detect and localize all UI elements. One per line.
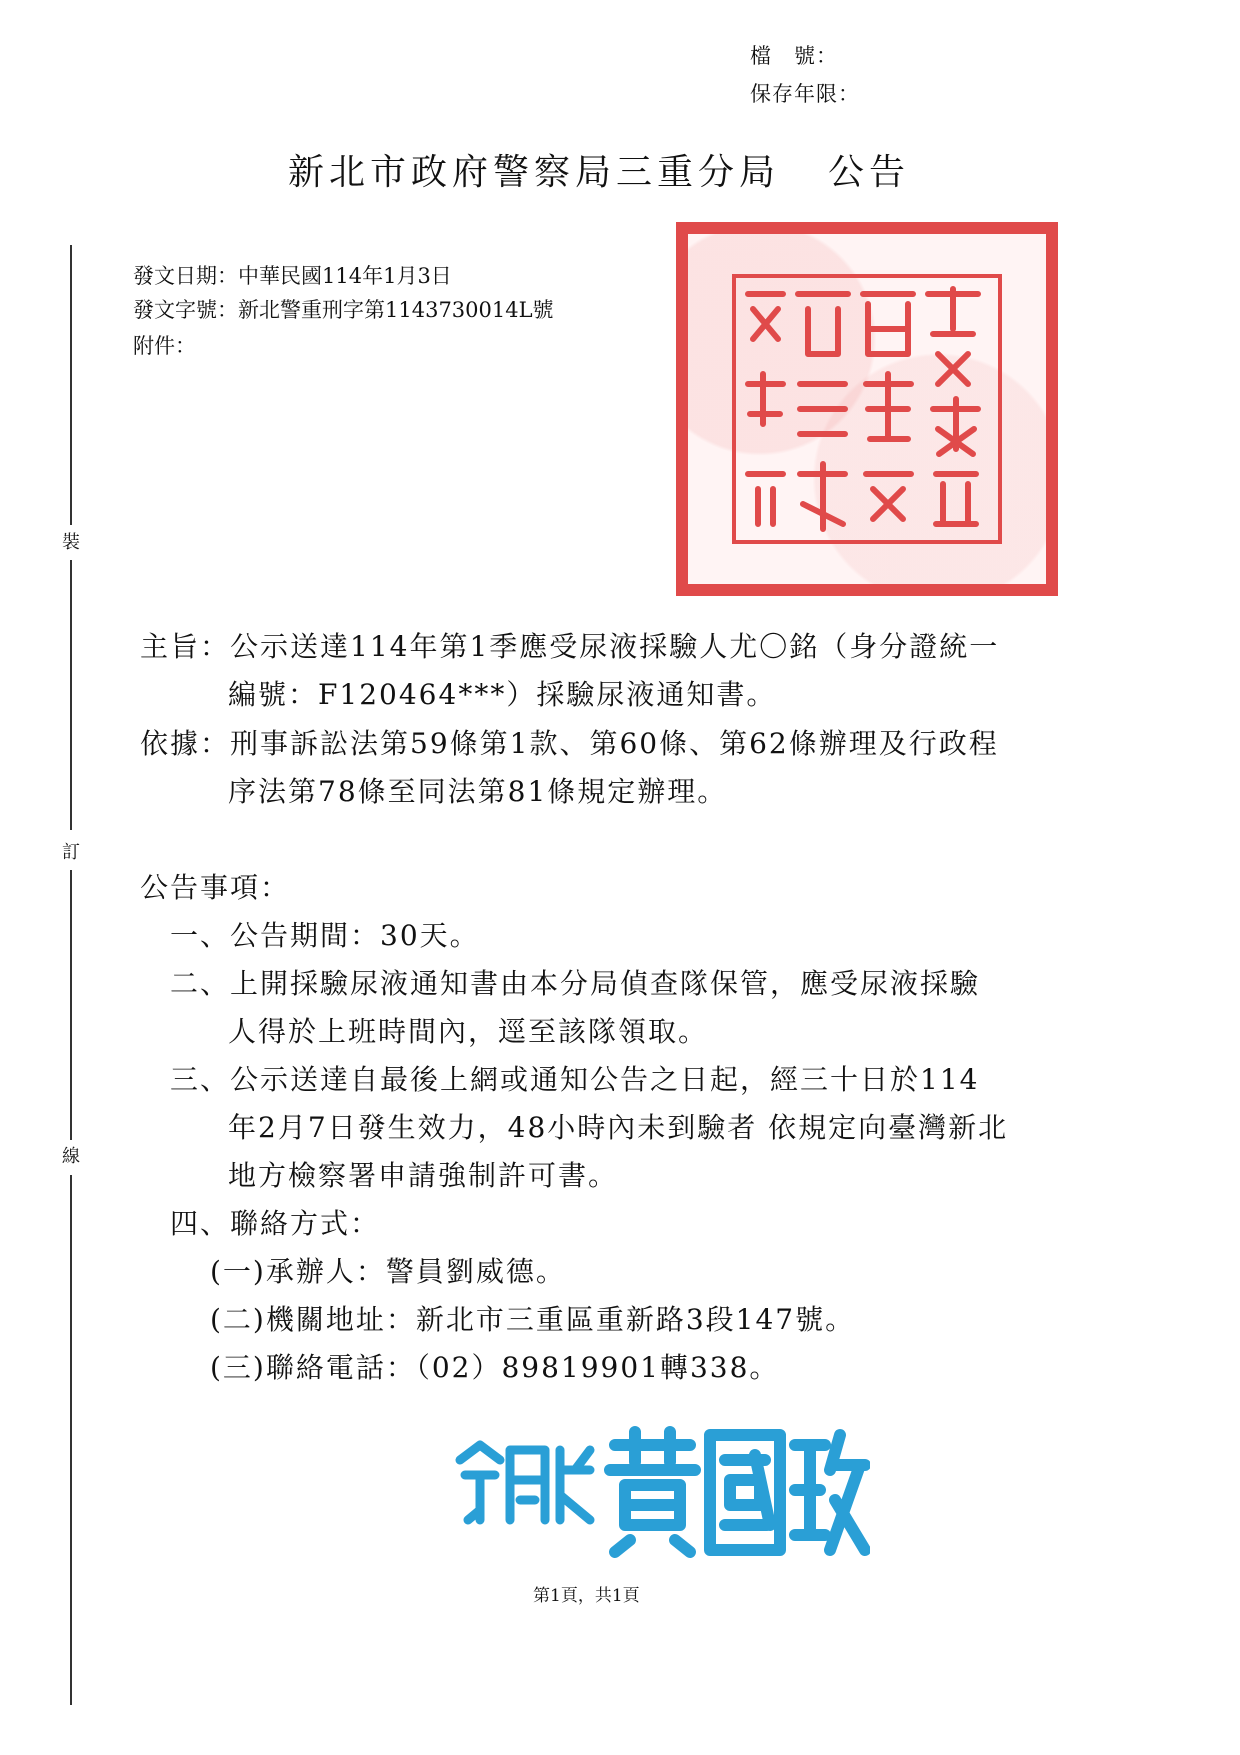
notice-item-3-line-3: 地方檢察署申請強制許可書。 — [228, 1159, 619, 1192]
notice-item-3-line-2: 年2月7日發生效力，48小時內未到驗者 依規定向臺灣新北 — [228, 1111, 1009, 1144]
official-seal-glyphs — [688, 234, 1046, 584]
contact-phone: (三)聯絡電話：（02）89819901轉338。 — [210, 1351, 780, 1384]
basis-line-2: 序法第78條至同法第81條規定辦理。 — [228, 775, 728, 808]
binding-mark-xian: 線 — [62, 1146, 80, 1167]
issuing-organization: 新北市政府警察局三重分局 — [288, 152, 781, 193]
binding-mark-ding: 訂 — [62, 842, 80, 863]
document-type: 公告 — [828, 152, 911, 193]
retention-period-label: 保存年限： — [750, 82, 860, 106]
notice-heading: 公告事項： — [140, 871, 291, 904]
binding-line-segment — [70, 1175, 72, 1705]
issue-date: 發文日期：中華民國114年1月3日 — [133, 264, 452, 288]
subject-label: 主旨： — [140, 630, 231, 663]
official-seal-stamp — [676, 222, 1058, 596]
director-signature-glyphs — [450, 1420, 870, 1560]
reference-number: 發文字號：新北警重刑字第1143730014L號 — [133, 298, 554, 322]
basis-line-1: 依據：刑事訴訟法第59條第1款、第60條、第62條辦理及行政程 — [140, 727, 999, 760]
notice-item-4: 四、聯絡方式： — [170, 1207, 381, 1240]
file-number-label: 檔 號： — [750, 44, 838, 68]
contact-address: (二)機關地址：新北市三重區重新路3段147號。 — [210, 1303, 856, 1336]
basis-label: 依據： — [140, 727, 231, 760]
page-number: 第1頁，共1頁 — [533, 1586, 640, 1606]
contact-handler: (一)承辦人：警員劉威德。 — [210, 1255, 566, 1288]
document-title — [288, 144, 910, 195]
director-signature-stamp — [450, 1420, 870, 1564]
binding-line-segment — [70, 245, 72, 525]
notice-item-3-line-1: 三、公示送達自最後上網或通知公告之日起，經三十日於114 — [170, 1063, 980, 1096]
subject-line-1: 主旨：公示送達114年第1季應受尿液採驗人尤〇銘（身分證統一 — [140, 630, 1000, 663]
binding-line-segment — [70, 870, 72, 1140]
notice-item-1: 一、公告期間：30天。 — [170, 919, 480, 952]
attachment-label: 附件： — [133, 334, 196, 358]
subject-line-2: 編號：F120464***）採驗尿液通知書。 — [228, 678, 777, 711]
binding-mark-zhuang: 裝 — [62, 532, 80, 553]
notice-item-2-line-2: 人得於上班時間內，逕至該隊領取。 — [228, 1015, 709, 1048]
binding-line-segment — [70, 560, 72, 830]
notice-item-2-line-1: 二、上開採驗尿液通知書由本分局偵查隊保管，應受尿液採驗 — [170, 967, 981, 1000]
